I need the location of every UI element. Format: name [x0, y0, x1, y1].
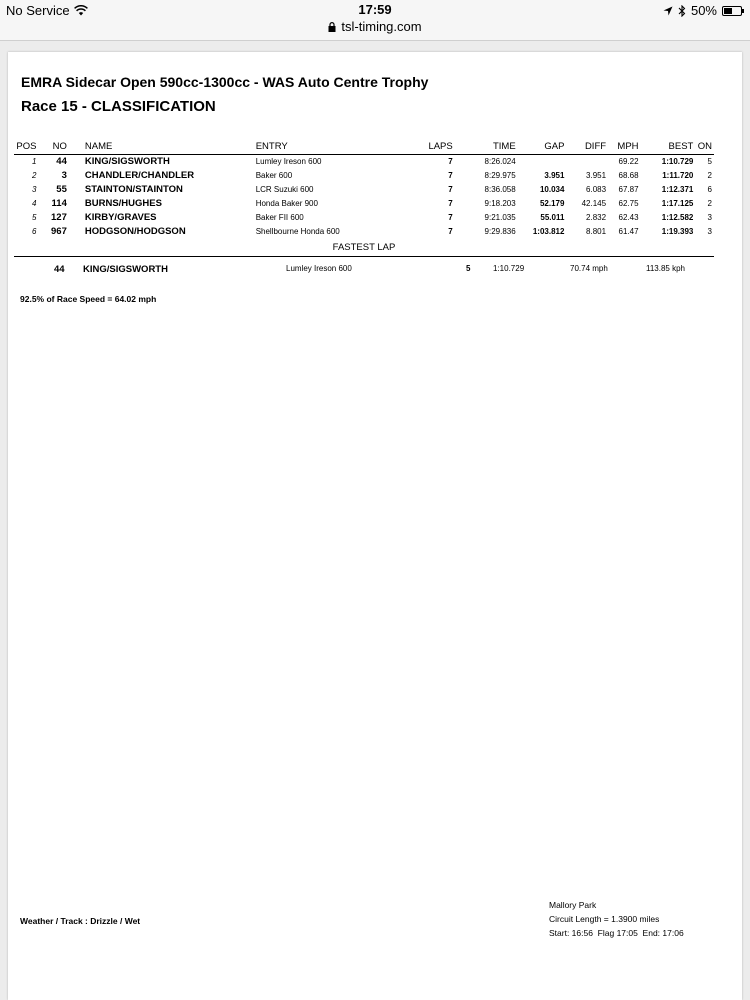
row-diff: 3.951: [586, 170, 607, 180]
row-laps: 7: [448, 156, 453, 166]
col-time: TIME: [455, 140, 518, 154]
row-name: KIRBY/GRAVES: [84, 211, 157, 223]
row-name: STAINTON/STAINTON: [84, 183, 183, 195]
row-mph: 67.87: [618, 184, 639, 194]
battery-percent: 50%: [690, 3, 717, 18]
row-name: HODGSON/HODGSON: [84, 225, 186, 237]
row-entry: LCR Suzuki 600: [255, 184, 314, 194]
status-bar-divider: [0, 40, 750, 41]
row-no: 44: [56, 155, 67, 167]
row-mph: 61.47: [618, 226, 639, 236]
row-entry: Honda Baker 900: [255, 198, 318, 208]
row-on: 5: [707, 156, 712, 166]
row-time: 9:21.035: [484, 212, 516, 222]
lock-icon: [328, 22, 336, 32]
row-gap: 55.011: [540, 212, 565, 222]
row-time: 9:18.203: [484, 198, 516, 208]
col-laps: LAPS: [424, 140, 454, 154]
row-no: 3: [61, 169, 67, 181]
table-row: [14, 224, 714, 238]
status-icons: [663, 3, 742, 18]
row-pos: 5: [31, 212, 37, 222]
col-name: NAME: [69, 140, 254, 154]
col-mph: MPH: [608, 140, 640, 154]
row-name: BURNS/HUGHES: [84, 197, 162, 209]
fastest-lap-entry: Lumley Ireson 600: [286, 264, 352, 273]
col-on: ON: [695, 140, 714, 154]
row-best: 1:19.393: [661, 226, 694, 236]
row-no: 55: [56, 183, 67, 195]
col-gap: GAP: [518, 140, 567, 154]
row-entry: Baker FII 600: [255, 212, 304, 222]
row-laps: 7: [448, 226, 453, 236]
row-time: 8:26.024: [484, 156, 516, 166]
circuit-name: Mallory Park: [549, 900, 597, 910]
row-entry: Shellbourne Honda 600: [255, 226, 340, 236]
row-gap: 1:03.812: [532, 226, 565, 236]
row-laps: 7: [448, 184, 453, 194]
fastest-lap-lap: 5: [466, 264, 471, 273]
row-gap: [518, 154, 567, 168]
row-pos: 6: [31, 226, 37, 236]
row-no: 967: [51, 225, 67, 237]
row-diff: [566, 154, 608, 168]
row-time: 8:29.975: [484, 170, 516, 180]
row-pos: 2: [31, 170, 37, 180]
address-bar[interactable]: [0, 19, 750, 34]
location-arrow-icon: [663, 6, 673, 16]
row-best: 1:12.582: [661, 212, 694, 222]
race-times: Start: 16:56 Flag 17:05 End: 17:06: [549, 928, 684, 938]
row-on: 3: [707, 226, 712, 236]
table-row: [14, 168, 714, 182]
row-name: CHANDLER/CHANDLER: [84, 169, 195, 181]
row-entry: Lumley Ireson 600: [255, 156, 322, 166]
row-mph: 62.75: [618, 198, 639, 208]
row-diff: 6.083: [586, 184, 607, 194]
row-best: 1:12.371: [661, 184, 694, 194]
row-on: 6: [707, 184, 712, 194]
circuit-length: Circuit Length = 1.3900 miles: [549, 914, 660, 924]
race-title: Race 15 - CLASSIFICATION: [21, 98, 216, 115]
bluetooth-icon: [678, 5, 686, 17]
row-diff: 8.801: [586, 226, 607, 236]
results-header-row: [14, 140, 714, 154]
row-no: 127: [51, 211, 67, 223]
table-row: [14, 210, 714, 224]
table-row: [14, 154, 714, 168]
row-on: 2: [707, 198, 712, 208]
fastest-lap-name: KING/SIGSWORTH: [83, 264, 168, 275]
col-no: NO: [38, 140, 68, 154]
row-laps: 7: [448, 212, 453, 222]
row-entry: Baker 600: [255, 170, 293, 180]
row-on: 3: [707, 212, 712, 222]
row-laps: 7: [448, 170, 453, 180]
row-time: 9:29.836: [484, 226, 516, 236]
row-time: 8:36.058: [484, 184, 516, 194]
row-diff: 42.145: [581, 198, 607, 208]
fastest-lap-heading: FASTEST LAP: [332, 242, 396, 253]
row-gap: 10.034: [539, 184, 565, 194]
fastest-lap-kph: 113.85 kph: [646, 264, 685, 273]
results-table: [14, 140, 714, 238]
row-laps: 7: [448, 198, 453, 208]
clock: 17:59: [358, 2, 392, 17]
row-on: 2: [707, 170, 712, 180]
row-mph: 68.68: [618, 170, 639, 180]
fastest-lap-divider: [14, 256, 714, 257]
battery-icon: [722, 6, 742, 16]
row-mph: 69.22: [618, 156, 639, 166]
row-no: 114: [51, 197, 67, 209]
carrier-label: No Service: [6, 3, 70, 18]
row-best: 1:11.720: [662, 170, 694, 180]
row-best: 1:10.729: [661, 156, 694, 166]
table-row: [14, 182, 714, 196]
row-name: KING/SIGSWORTH: [84, 155, 170, 167]
weather-track: Weather / Track : Drizzle / Wet: [20, 916, 141, 926]
fastest-lap-time: 1:10.729: [493, 264, 525, 273]
fastest-lap-mph: 70.74 mph: [570, 264, 608, 273]
col-entry: ENTRY: [254, 140, 425, 154]
table-row: [14, 196, 714, 210]
event-title: EMRA Sidecar Open 590cc-1300cc - WAS Auto Centre Trophy: [21, 74, 429, 90]
col-pos: POS: [14, 140, 38, 154]
row-gap: 52.179: [539, 198, 565, 208]
col-diff: DIFF: [566, 140, 608, 154]
row-diff: 2.832: [586, 212, 607, 222]
row-best: 1:17.125: [661, 198, 694, 208]
row-pos: 4: [31, 198, 37, 208]
row-mph: 62.43: [618, 212, 639, 222]
circuit-info: [549, 898, 684, 940]
fastest-lap-no: 44: [54, 264, 65, 275]
row-pos: 3: [31, 184, 37, 194]
row-gap: 3.951: [544, 170, 565, 180]
col-best: BEST: [641, 140, 696, 154]
status-bar: [0, 0, 750, 40]
url-text: tsl-timing.com: [341, 19, 422, 34]
race-speed-note: 92.5% of Race Speed = 64.02 mph: [20, 294, 157, 304]
row-pos: 1: [31, 156, 37, 166]
